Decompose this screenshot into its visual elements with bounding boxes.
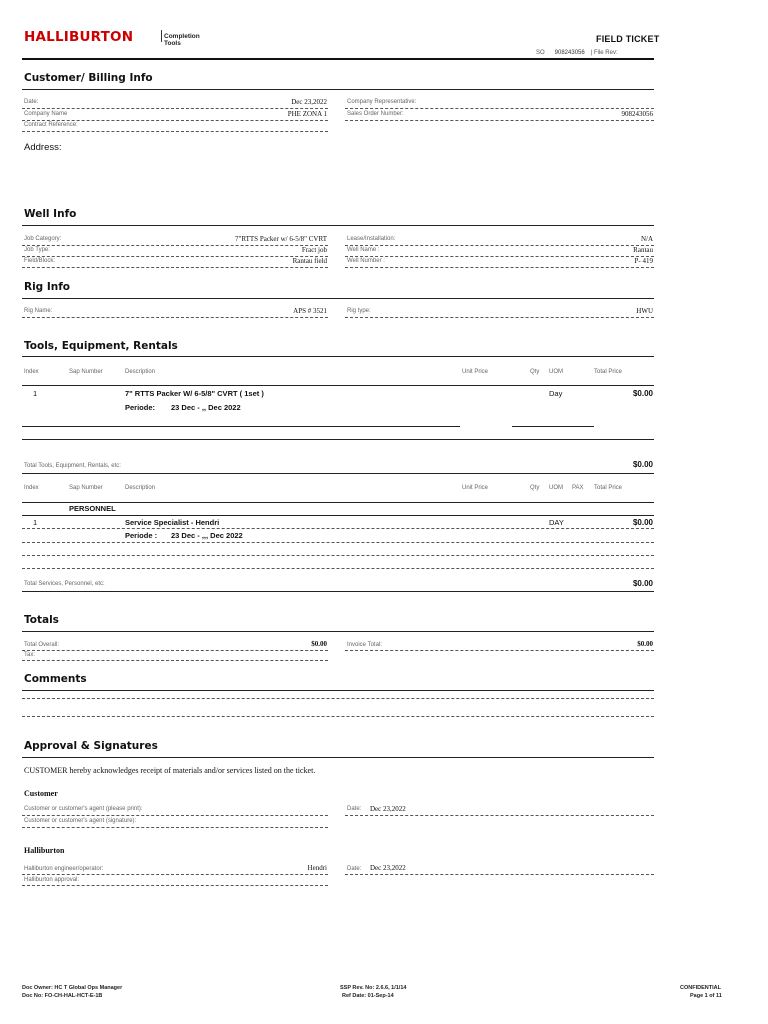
services-row-index: 1 — [33, 518, 38, 527]
well-number-value: P- 419 — [634, 257, 653, 265]
halliburton-approval-line — [22, 885, 328, 886]
services-total-label: Total Services, Personnel, etc: — [24, 581, 105, 587]
company-name-label: Company Name — [24, 111, 68, 117]
approval-section-title: Approval & Signatures — [24, 740, 158, 752]
company-representative-line — [345, 108, 654, 109]
comments-section-rule — [22, 690, 654, 691]
tools-header-rule — [22, 385, 654, 386]
tools-total-rule — [22, 473, 654, 474]
customer-section-title: Customer/ Billing Info — [24, 72, 153, 84]
well-number-line — [345, 267, 654, 268]
tools-col-description: Description — [125, 369, 156, 375]
invoice-total-line — [345, 650, 654, 651]
tools-row-uom: Day — [549, 389, 563, 398]
acknowledgement-text: CUSTOMER hereby acknowledges receipt of materials and/or services listed on the ticket. — [24, 766, 316, 775]
date-label: Date: — [24, 99, 39, 105]
rig-section-title: Rig Info — [24, 281, 71, 293]
tools-uom-underline — [512, 426, 594, 427]
sales-order-value: 908243056 — [621, 110, 653, 118]
services-row-uom: DAY — [549, 518, 564, 527]
tools-row-description: 7" RTTS Packer W/ 6-5/8" CVRT ( 1set ) — [125, 389, 264, 398]
services-periode-label: Periode : — [125, 531, 158, 540]
so-number: 908243056 — [554, 50, 585, 56]
services-col-pax: PAX — [572, 485, 584, 491]
services-row-line — [22, 528, 654, 529]
services-col-unit-price: Unit Price — [462, 485, 489, 491]
customer-print-label: Customer or customer's agent (please print): — [24, 806, 143, 812]
tools-col-qty: Qty — [530, 369, 540, 375]
services-row-total: $0.00 — [632, 518, 653, 527]
customer-date-label: Date: — [347, 806, 362, 812]
rig-section-rule — [22, 298, 654, 299]
halliburton-date-label: Date: — [347, 866, 362, 872]
customer-date-value: Dec 23,2022 — [370, 805, 406, 813]
lease-installation-value: N/A — [640, 235, 653, 243]
halliburton-engineer-value: Hendri — [307, 864, 327, 872]
services-col-total-price: Total Price — [594, 485, 623, 491]
tools-total-label: Total Tools, Equipment, Rentals, etc: — [24, 463, 121, 469]
services-blank-line-1 — [22, 555, 654, 556]
tools-table-rule — [22, 439, 654, 440]
services-col-qty: Qty — [530, 485, 540, 491]
field-block-value: Rantau field — [292, 257, 327, 265]
well-number-label: Well Number : — [347, 258, 385, 264]
tools-desc-underline — [22, 426, 460, 427]
tools-row-index: 1 — [33, 389, 38, 398]
rig-name-value: APS # 3521 — [293, 307, 327, 315]
tools-col-sap: Sap Number — [69, 369, 103, 375]
address-label: Address: — [24, 142, 62, 153]
total-overall-value: $0.00 — [311, 640, 327, 648]
tools-periode-label: Periode: — [125, 403, 156, 412]
job-type-value: Fract job — [301, 246, 327, 254]
halliburton-approval-label: Halliburton approval: — [24, 877, 80, 883]
so-line — [536, 50, 618, 56]
job-type-label: Job Type: — [24, 247, 50, 253]
comments-section-title: Comments — [24, 673, 87, 685]
footer-page-number: Page 1 of 11 — [690, 993, 722, 999]
tools-col-unit-price: Unit Price — [462, 369, 489, 375]
totals-section-title: Totals — [24, 614, 59, 626]
services-total-rule — [22, 591, 654, 592]
customer-section-rule — [22, 89, 654, 90]
services-row-description: Service Specialist - Hendri — [125, 518, 220, 527]
footer-ssp-revision: SSP Rev. No: 2.6.6, 1/1/14 — [340, 985, 407, 991]
field-block-line — [22, 267, 328, 268]
company-name-line — [22, 120, 328, 121]
lease-installation-label: Lease/Installation: — [347, 236, 396, 242]
customer-signature-line — [22, 827, 328, 828]
document-title: FIELD TICKET — [596, 34, 660, 44]
company-name-value: PHE ZONA 1 — [287, 110, 327, 118]
tools-total-value: $0.00 — [632, 460, 653, 469]
services-col-description: Description — [125, 485, 156, 491]
services-blank-line-2 — [22, 568, 654, 569]
logo-subtitle-line-2: Tools — [164, 40, 181, 47]
services-col-uom: UOM — [549, 485, 563, 491]
tools-row-total: $0.00 — [632, 389, 653, 398]
tools-col-total-price: Total Price — [594, 369, 623, 375]
halliburton-engineer-label: Halliburton engineer/operator: — [24, 866, 104, 872]
job-category-label: Job Category: — [24, 236, 62, 242]
footer-doc-owner: Doc Owner: HC T Global Ops Manager — [22, 985, 123, 991]
footer-confidential: CONFIDENTIAL — [680, 985, 721, 991]
customer-date-line — [345, 815, 654, 816]
date-value: Dec 23,2022 — [291, 98, 327, 106]
well-section-title: Well Info — [24, 208, 77, 220]
logo-subtitle — [164, 33, 200, 47]
services-total-value: $0.00 — [632, 579, 653, 588]
footer-doc-number: Doc No: FO-CH-HAL-HCT-E-1B — [22, 993, 103, 999]
halliburton-engineer-line — [22, 874, 328, 875]
well-section-rule — [22, 225, 654, 226]
logo-subtitle-line-1: Completion — [164, 33, 200, 40]
rig-name-label: Rig Name: — [24, 308, 53, 314]
so-label: SO — [536, 50, 545, 56]
customer-signature-label: Customer or customer's agent (signature): — [24, 818, 137, 824]
comments-line-1 — [22, 698, 654, 699]
services-periode-value: 23 Dec - ,,, Dec 2022 — [171, 531, 243, 540]
totals-section-rule — [22, 631, 654, 632]
invoice-total-label: Invoice Total: — [347, 642, 382, 648]
rig-type-value: HWU — [636, 307, 653, 315]
company-representative-label: Company Representative: — [347, 99, 417, 105]
field-block-label: Field/Block: — [24, 258, 56, 264]
customer-subheading: Customer — [24, 789, 58, 798]
contract-reference-label: Contract Reference: — [24, 122, 78, 128]
tax-label: Tax: — [24, 652, 36, 658]
total-overall-label: Total Overall: — [24, 642, 60, 648]
halliburton-date-value: Dec 23,2022 — [370, 864, 406, 872]
services-group-rule — [22, 515, 654, 516]
rig-name-line — [22, 317, 328, 318]
tax-line — [22, 660, 328, 661]
tools-col-index: Index — [24, 369, 39, 375]
services-col-sap: Sap Number — [69, 485, 103, 491]
well-name-value: Rantau — [633, 246, 653, 254]
services-group-label: PERSONNEL — [69, 504, 116, 513]
halliburton-subheading: Halliburton — [24, 846, 65, 855]
sales-order-line — [345, 120, 654, 121]
tools-periode-value: 23 Dec - ,, Dec 2022 — [171, 403, 241, 412]
services-periode-line — [22, 542, 654, 543]
header-rule — [22, 58, 654, 60]
sales-order-label: Sales Order Number: — [347, 111, 404, 117]
invoice-total-value: $0.00 — [637, 640, 653, 648]
approval-section-rule — [22, 757, 654, 758]
rig-type-label: Rig type: — [347, 308, 371, 314]
services-header-rule — [22, 502, 654, 503]
tools-section-rule — [22, 356, 654, 357]
halliburton-logo: HALLIBURTON — [24, 29, 134, 45]
comments-line-2 — [22, 716, 654, 717]
total-overall-line — [22, 650, 328, 651]
logo-divider — [161, 30, 162, 42]
services-col-index: Index — [24, 485, 39, 491]
tools-section-title: Tools, Equipment, Rentals — [24, 340, 178, 352]
customer-print-line — [22, 815, 328, 816]
job-category-value: 7"RTTS Packer w/ 6-5/8" CVRT — [235, 235, 327, 243]
rig-type-line — [345, 317, 654, 318]
contract-reference-line — [22, 131, 328, 132]
well-name-label: Well Name : — [347, 247, 380, 253]
halliburton-date-line — [345, 874, 654, 875]
date-line — [22, 108, 328, 109]
tools-col-uom: UOM — [549, 369, 563, 375]
footer-ref-date: Ref Date: 01-Sep-14 — [342, 993, 394, 999]
file-rev-label: | File Rev: — [590, 50, 618, 56]
